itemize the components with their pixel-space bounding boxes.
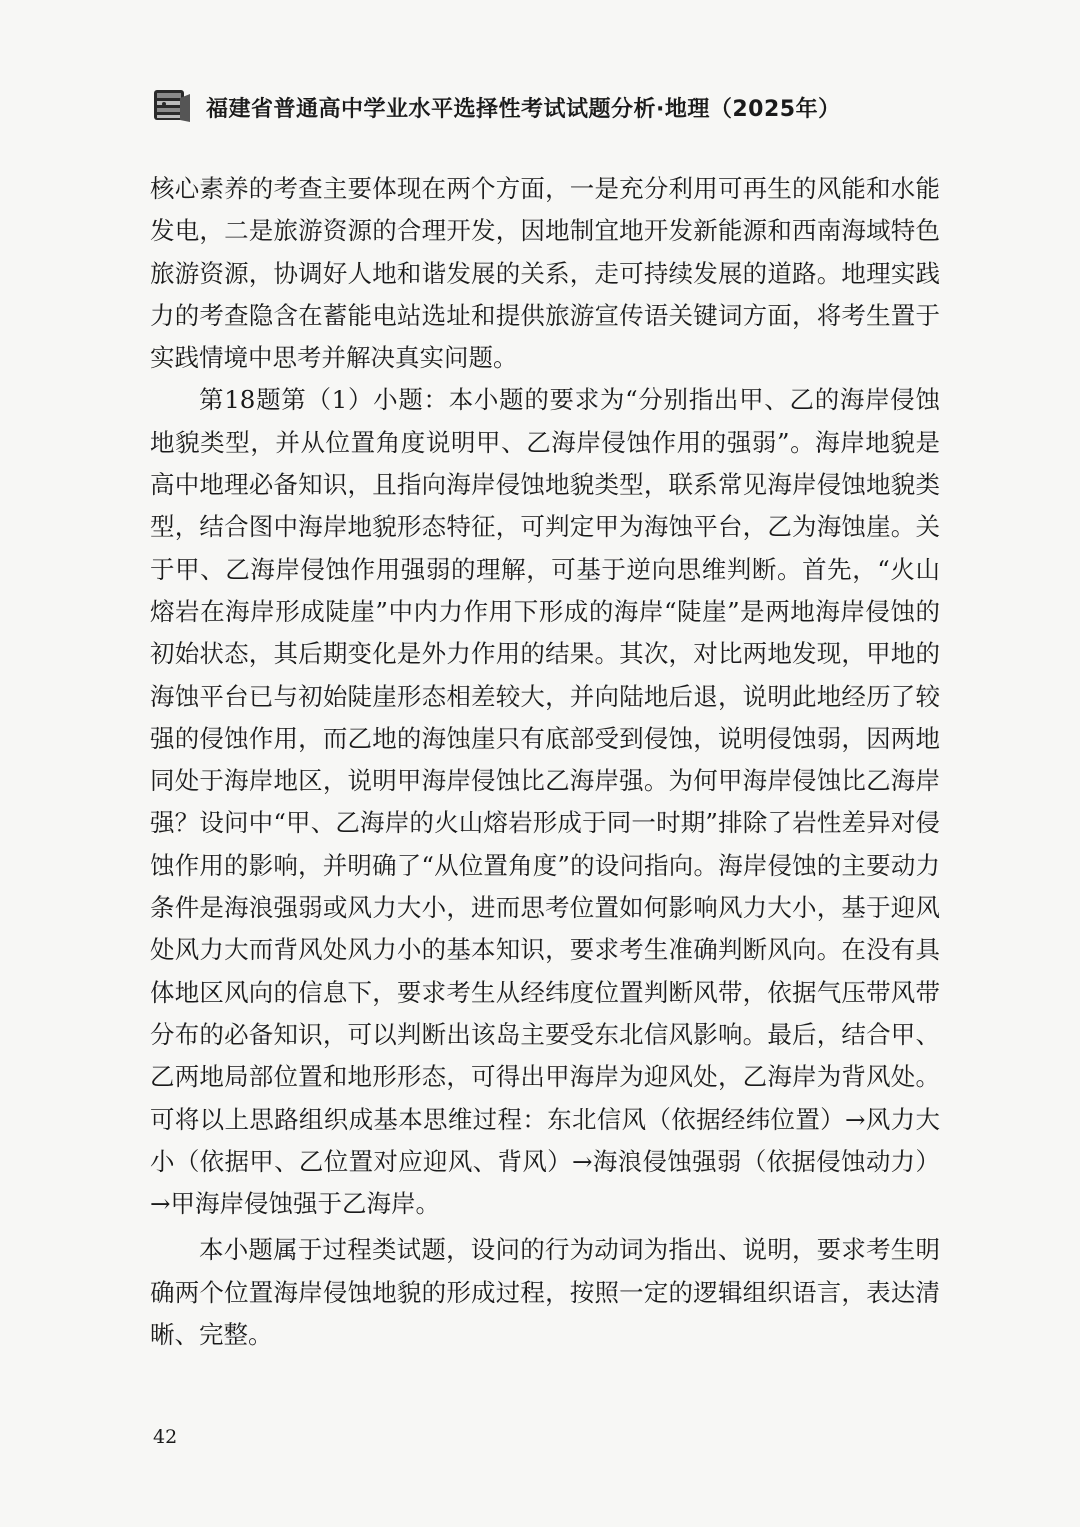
paragraph-3: 本小题属于过程类试题，设问的行为动词为指出、说明，要求考生明确两个位置海岸侵蚀地貌的形成过程，按照一定的逻辑组织语言，表达清晰、完整。 (150, 1235, 940, 1350)
body-text (150, 168, 940, 1356)
book-stack-icon (150, 84, 192, 126)
running-header-title: 福建省普通高中学业水平选择性考试试题分析·地理（2025年） (206, 97, 841, 122)
page-header (150, 84, 950, 134)
paragraph-1: 核心素养的考查主要体现在两个方面，一是充分利用可再生的风能和水能发电，二是旅游资源的合理开发，因地制宜地开发新能源和西南海域特色旅游资源，协调好人地和谐发展的关系，走可持续发展的道路。地理实践力的考查隐含在蓄能电站选址和提供旅游宣传语关键词方面，将考生置于实践情境中思考并解决真实问题。 (150, 174, 940, 373)
page-number: 42 (153, 1426, 178, 1448)
paragraph-2: 第18题第（1）小题：本小题的要求为“分别指出甲、乙的海岸侵蚀地貌类型，并从位置角度说明甲、乙海岸侵蚀作用的强弱”。海岸地貌是高中地理必备知识，且指向海岸侵蚀地貌类型，联系常见海岸侵蚀地貌类型，结合图中海岸地貌形态特征，可判定甲为海蚀平台，乙为海蚀崖。关于甲、乙海岸侵蚀作用强弱的理解，可基于逆向思维判断。首先，“火山熔岩在海岸形成陡崖”中内力作用下形成的海岸“陡崖”是两地海岸侵蚀的初始状态，其后期变化是外力作用的结果。其次，对比两地发现，甲地的海蚀平台已与初始陡崖形态相差较大，并向陆地后退，说明此地经历了较强的侵蚀作用，而乙地的海蚀崖只有底部受到侵蚀，说明侵蚀弱，因两地同处于海岸地区，说明甲海岸侵蚀比乙海岸强。为何甲海岸侵蚀比乙海岸强？设问中“甲、乙海岸的火山熔岩形成于同一时期”排除了岩性差异对侵蚀作用的影响，并明确了“从位置角度”的设问指向。海岸侵蚀的主要动力条件是海浪强弱或风力大小，进而思考位置如何影响风力大小，基于迎风处风力大而背风处风力小的基本知识，要求考生准确判断风向。在没有具体地区风向的信息下，要求考生从经纬度位置判断风带，依据气压带风带分布的必备知识，可以判断出该岛主要受东北信风影响。最后，结合甲、乙两地局部位置和地形形态，可得出甲海岸为迎风处，乙海岸为背风处。可将以上思路组织成基本思维过程：东北信风（依据经纬位置）→风力大小（依据甲、乙位置对应迎风、背风）→海浪侵蚀强弱（依据侵蚀动力）→甲海岸侵蚀强于乙海岸。 (150, 385, 940, 1219)
